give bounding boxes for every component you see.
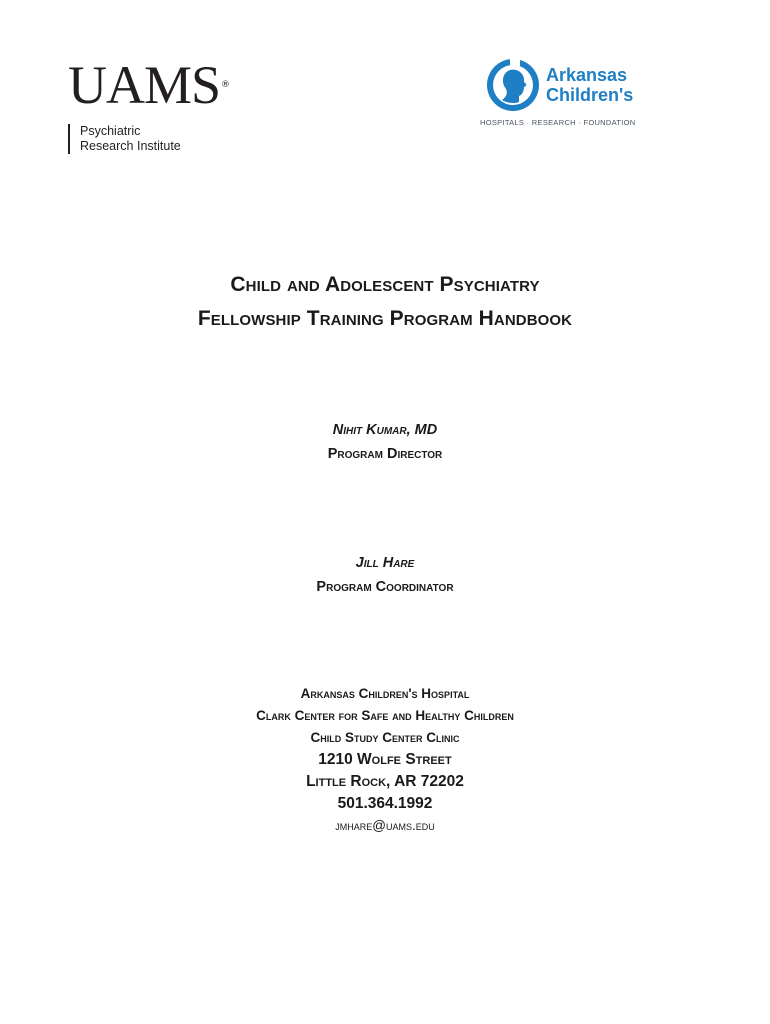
address-hospital: Arkansas Children's Hospital xyxy=(300,686,470,701)
coordinator-name: Jill Hare xyxy=(355,555,415,571)
ach-tagline: HOSPITALS · RESEARCH · FOUNDATION xyxy=(480,118,636,127)
uams-wordmark-text: UAMS xyxy=(68,55,221,115)
title-line1: Child and Adolescent Psychiatry xyxy=(230,273,540,296)
director-role: Program Director xyxy=(327,446,443,462)
uams-subtitle-line2: Research Institute xyxy=(80,139,181,153)
phone-number: 501.364.1992 xyxy=(337,795,433,812)
address-center: Clark Center for Safe and Healthy Children xyxy=(256,708,514,723)
address-city: Little Rock, AR 72202 xyxy=(306,773,464,790)
handbook-title xyxy=(0,268,770,336)
uams-institute-name xyxy=(68,124,258,154)
program-director xyxy=(0,418,770,466)
ach-name-line2: Children's xyxy=(546,85,634,105)
title-line2: Fellowship Training Program Handbook xyxy=(197,307,573,330)
arkansas-childrens-name xyxy=(546,65,633,105)
arkansas-childrens-logo xyxy=(480,58,650,127)
uams-subtitle-line1: Psychiatric xyxy=(80,124,141,138)
email-address: jmhare@uams.edu xyxy=(335,818,435,833)
coordinator-role: Program Coordinator xyxy=(316,579,454,595)
ach-name-line1: Arkansas xyxy=(546,65,628,85)
address-street: 1210 Wolfe Street xyxy=(318,751,452,768)
address-clinic: Child Study Center Clinic xyxy=(310,730,460,745)
director-name: Nihit Kumar, MD xyxy=(332,422,438,438)
registered-mark: ® xyxy=(221,80,230,90)
child-profile-icon xyxy=(486,58,540,112)
uams-logo xyxy=(68,55,258,154)
contact-address xyxy=(0,683,770,837)
uams-wordmark xyxy=(68,55,258,115)
program-coordinator xyxy=(0,551,770,599)
